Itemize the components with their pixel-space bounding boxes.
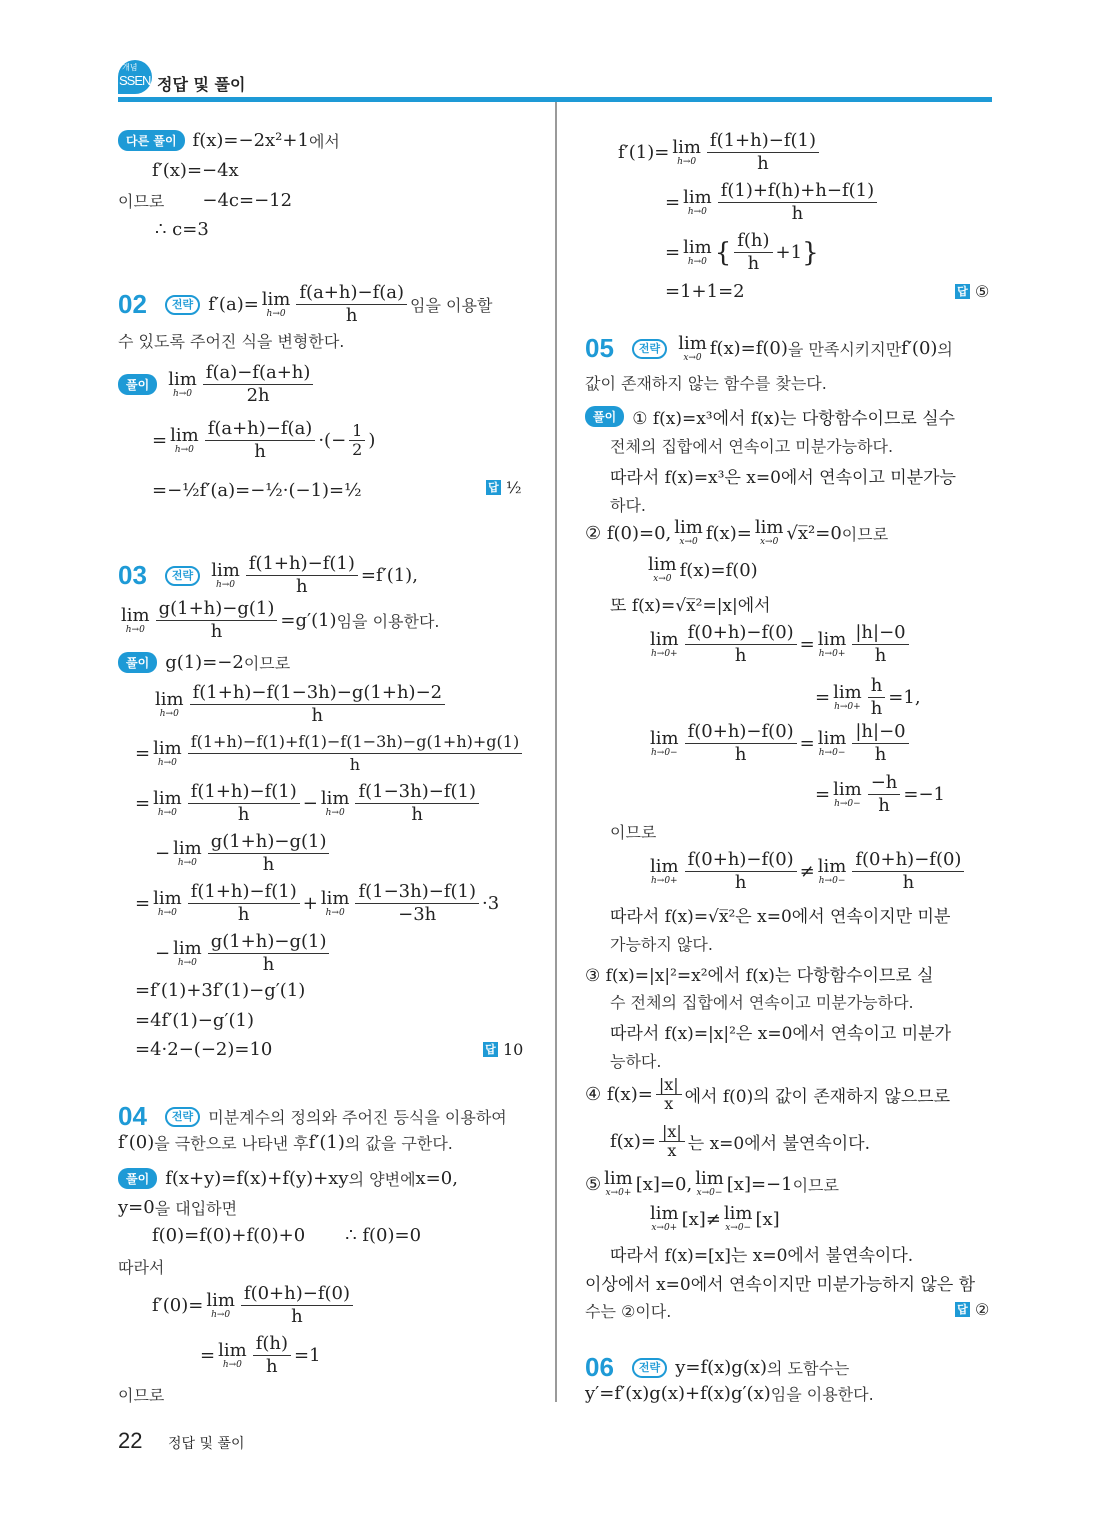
q05-conclusion-2: 수는 ②이다. — [585, 1302, 672, 1321]
q04-cont-eq-3: = lim h→0 { $\frac{f(h)}{h}$ +1 } — [665, 230, 819, 274]
question-number: 05 — [585, 333, 614, 363]
q05-option-5-line-3: 따라서 f(x)=[x]는 x=0에서 불연속이다. — [610, 1246, 914, 1266]
limit-operator: lim h→0 — [173, 837, 202, 868]
math-expr: =−1 — [903, 784, 945, 805]
q05-option-2-therefore: 이므로 — [610, 823, 657, 842]
fraction: $\frac{|h|-0}{h}$ — [852, 721, 908, 766]
limit-operator: lim x→0 — [674, 517, 703, 547]
q04-derivation-2: = lim h→0 $\frac{f(h)}{h}$ =1 — [200, 1333, 321, 1377]
q05-option-1-line-1 — [585, 404, 955, 429]
limit-operator: lim x→0+ — [650, 1203, 679, 1233]
math-expr: f(x)= — [705, 522, 752, 544]
q05-option-3-line-2: 수 전체의 집합에서 연속이고 미분가능하다. — [610, 993, 914, 1012]
limit-operator: lim h→0 — [206, 1289, 235, 1320]
q05-option-3-line-4: 능하다. — [610, 1052, 662, 1071]
q03-eq-5: = lim h→0 $\frac{f(1+h)-f(1)}{h}$ + lim h→0 $\frac{f(1-3h)-f(1)}{-3h}$ ·3 — [135, 881, 500, 925]
limit-operator: lim x→0− — [695, 1168, 724, 1198]
q03-result-3: =4·2−(−2)=10 — [135, 1039, 273, 1060]
math-expr: =1 — [294, 1345, 321, 1366]
alt-solution-line-1 — [118, 129, 340, 152]
limit-operator: lim h→0 — [170, 424, 199, 455]
q05-option-1-line-3: 따라서 f(x)=x³은 x=0에서 연속이고 미분가능 — [610, 468, 956, 488]
limit-operator: lim h→0 — [320, 787, 350, 818]
q05-option-2-left-limit: lim h→0− $\frac{f(0+h)-f(0)}{h}$ = lim h→0− $\frac{|h|-0}{h}$ — [647, 721, 912, 766]
math-expr: 에서 f(0)의 값이 존재하지 않으므로 — [684, 1087, 951, 1107]
limit-operator: lim h→0− — [650, 727, 679, 758]
math-expr: ≠ — [799, 861, 815, 882]
text: 의 — [937, 340, 953, 359]
math-expr: [x]≠ — [681, 1208, 721, 1230]
fraction: $\frac{g(1+h)-g(1)}{h}$ — [156, 598, 278, 643]
q02-solution-3: =−½f′(a)=−½·(−1)=½ — [152, 480, 362, 501]
math-expr: f(x)= — [610, 1131, 656, 1152]
math-expr: =f′(1), — [360, 565, 418, 586]
limit-operator: lim h→0 — [320, 887, 350, 918]
q05-option-4-line-1 — [585, 1076, 950, 1113]
text: 임을 이용한다. — [336, 612, 440, 631]
limit-operator: lim h→0+ — [817, 628, 847, 659]
fraction: $\frac{h}{h}$ — [868, 675, 886, 720]
limit-operator: lim x→0 — [648, 554, 677, 584]
fraction: $\frac{f(1-3h)-f(1)}{-3h}$ — [355, 881, 479, 926]
fraction: $\frac{f(1+h)-f(1)+f(1)-f(1-3h)-g(1+h)+g(1)}{h}$ — [188, 731, 523, 776]
math-expr: f′(0) — [118, 1132, 155, 1153]
q05-strategy — [585, 333, 953, 364]
answer-badge: 답 — [486, 480, 501, 495]
math-expr: ∴ f(0)=0 — [345, 1225, 422, 1246]
limit-operator: lim h→0− — [817, 855, 847, 886]
text: 이므로 — [792, 1175, 839, 1195]
fraction: $\frac{|x|}{x}$ — [659, 1123, 685, 1160]
solution-badge: 풀이 — [118, 1168, 157, 1189]
q03-answer — [483, 1040, 523, 1059]
q05-option-2-right-limit: lim h→0+ $\frac{f(0+h)-f(0)}{h}$ = lim h→0+ $\frac{|h|-0}{h}$ — [647, 622, 912, 667]
text: 이므로 — [118, 192, 165, 211]
q03-solution-intro — [118, 651, 290, 674]
limit-operator: lim x→0− — [723, 1203, 753, 1233]
q02-solution-2: = lim h→0 $\frac{f(a+h)-f(a)}{h}$ ·(− $\frac{1}{2}$ ) — [152, 418, 376, 462]
q02-answer — [486, 478, 522, 497]
q02-solution-1 — [118, 362, 316, 407]
q04-solution-line-2 — [118, 1196, 237, 1219]
answer-badge: 답 — [483, 1042, 498, 1057]
math-expr: ② f(0)=0, — [585, 522, 672, 544]
q02-strategy-line-2: 수 있도록 주어진 식을 변형한다. — [118, 332, 345, 351]
q04-cont-eq-2: = lim h→0 $\frac{f(1)+f(h)+h-f(1)}{h}$ — [665, 180, 880, 225]
fraction: $\frac{f(1)+f(h)+h-f(1)}{h}$ — [718, 180, 877, 225]
limit-operator: lim h→0 — [173, 937, 202, 968]
alt-solution-badge: 다른 풀이 — [118, 130, 185, 151]
strategy-badge: 전략 — [632, 1358, 667, 1378]
limit-operator: lim h→0+ — [650, 628, 679, 659]
q04-end-text: 이므로 — [118, 1386, 165, 1405]
math-expr: f′(a)= — [208, 294, 259, 315]
question-number: 03 — [118, 560, 147, 590]
answer-badge: 답 — [955, 1302, 970, 1317]
page-header-title: 정답 및 풀이 — [157, 75, 246, 94]
fraction: $\frac{f(0+h)-f(0)}{h}$ — [241, 1283, 353, 1328]
fraction: $\frac{1}{2}$ — [349, 422, 365, 459]
answer-value: ½ — [506, 478, 522, 497]
text: 이므로 — [841, 524, 889, 544]
q05-option-5-line-1 — [585, 1170, 839, 1198]
limit-operator: lim h→0 — [153, 887, 182, 918]
math-expr: [x]=0, — [635, 1173, 693, 1195]
q02-strategy — [118, 282, 492, 327]
q03-eq-1 — [152, 682, 448, 727]
q06-strategy — [585, 1352, 849, 1383]
math-expr: =g′(1) — [280, 610, 337, 631]
fraction: $\frac{f(0+h)-f(0)}{h}$ — [852, 849, 964, 894]
math-expr: +1 — [775, 242, 803, 263]
limit-operator: lim h→0 — [153, 787, 182, 818]
text: 에서 — [308, 132, 340, 151]
math-expr: √x̅²=0 — [786, 522, 842, 544]
math-expr: ) — [368, 430, 376, 451]
fraction: $\frac{f(1+h)-f(1)}{h}$ — [188, 781, 300, 826]
q04-strategy-line-2 — [118, 1131, 453, 1154]
text: 의 도함수는 — [767, 1359, 850, 1378]
math-expr: y=f(x)g(x) — [675, 1357, 768, 1378]
answer-badge: 답 — [955, 284, 970, 299]
fraction: $\frac{f(h)}{h}$ — [253, 1333, 291, 1378]
q03-eq-4: − lim h→0 $\frac{g(1+h)-g(1)}{h}$ — [155, 831, 332, 876]
q03-strategy — [118, 553, 418, 598]
q05-option-1-line-4: 하다. — [610, 496, 646, 515]
limit-operator: lim x→0+ — [604, 1168, 633, 1198]
q04-cont-eq-1 — [618, 130, 822, 175]
q03-strategy-line-2 — [118, 598, 440, 643]
alt-solution-line-2: f′(x)=−4x — [152, 160, 239, 181]
answer-value: ⑤ — [975, 282, 990, 301]
math-expr: [x] — [755, 1208, 780, 1230]
solution-badge: 풀이 — [585, 406, 624, 427]
fraction: $\frac{f(1-3h)-f(1)}{h}$ — [355, 781, 479, 826]
q04-solution-line-1 — [118, 1167, 458, 1190]
limit-operator: lim h→0 — [261, 288, 291, 319]
q05-option-2-line-3: 또 f(x)=√x̅²=|x|에서 — [610, 596, 771, 616]
text: 임을 이용한다. — [770, 1385, 874, 1404]
answer-value: ② — [975, 1300, 990, 1319]
math-expr: =1, — [888, 687, 921, 708]
logo-small-text: 개념 — [122, 63, 138, 72]
fraction: $\frac{f(a+h)-f(a)}{h}$ — [205, 418, 316, 463]
alt-solution-line-4: ∴ c=3 — [155, 219, 209, 240]
brand-logo — [118, 60, 152, 94]
limit-operator: lim h→0 — [153, 737, 182, 768]
limit-operator: lim h→0 — [683, 186, 712, 217]
fraction: $\frac{f(1+h)-f(1-3h)-g(1+h)-2}{h}$ — [190, 682, 446, 727]
fraction: $\frac{f(0+h)-f(0)}{h}$ — [685, 721, 797, 766]
fraction: $\frac{f(a)-f(a+h)}{2h}$ — [203, 362, 314, 407]
text: 의 양변에 — [348, 1170, 416, 1189]
limit-operator: lim h→0 — [155, 688, 184, 719]
math-expr: f(x)=f(0) — [679, 559, 758, 581]
text: 을 만족시키지만 — [787, 340, 902, 359]
math-expr: −4c=−12 — [202, 190, 293, 211]
math-expr: f′(1)= — [618, 142, 670, 163]
math-expr: f(x)=f(0) — [709, 338, 788, 359]
q04-cont-eq-4: =1+1=2 — [665, 281, 745, 302]
alt-solution-line-3 — [118, 189, 292, 212]
q04-solution-line-4: 따라서 — [118, 1258, 165, 1277]
fraction: $\frac{f(1+h)-f(1)}{h}$ — [246, 553, 358, 598]
fraction: $\frac{f(1+h)-f(1)}{h}$ — [188, 881, 300, 926]
limit-operator: lim h→0 — [121, 604, 150, 635]
fraction: $\frac{f(h)}{h}$ — [734, 230, 772, 275]
math-expr: ① f(x)=x³에서 f(x)는 다항함수이므로 실수 — [632, 409, 956, 429]
q03-eq-2: = lim h→0 $\frac{f(1+h)-f(1)+f(1)-f(1-3h)-g(1+h)+g(1)}{h}$ — [135, 731, 525, 776]
math-expr: f′(1) — [308, 1132, 345, 1153]
text: 미분계수의 정의와 주어진 등식을 이용하여 — [208, 1108, 507, 1127]
q05-option-2-conclusion-2: 가능하지 않다. — [610, 935, 713, 954]
limit-operator: lim h→0− — [817, 727, 847, 758]
fraction: $\frac{f(0+h)-f(0)}{h}$ — [685, 849, 797, 894]
math-expr: ⑤ — [585, 1173, 602, 1195]
question-number: 06 — [585, 1352, 614, 1382]
strategy-badge: 전략 — [165, 1107, 200, 1127]
text: 임을 이용할 — [410, 296, 493, 315]
limit-operator: lim h→0+ — [833, 681, 862, 712]
limit-operator: lim x→0 — [754, 517, 784, 547]
limit-operator: lim h→0 — [211, 559, 240, 590]
math-expr: ·3 — [481, 893, 500, 914]
q05-option-4-line-2 — [610, 1123, 870, 1160]
limit-operator: lim h→0 — [672, 136, 701, 167]
answer-value: 10 — [503, 1040, 524, 1059]
q03-result-1: =f′(1)+3f′(1)−g′(1) — [135, 980, 306, 1001]
limit-operator: lim h→0 — [683, 236, 712, 267]
q04-answer — [955, 282, 989, 301]
solution-badge: 풀이 — [118, 652, 157, 673]
q05-conclusion-1: 이상에서 x=0에서 연속이지만 미분가능하지 않은 함 — [585, 1275, 976, 1295]
math-expr: ④ f(x)= — [585, 1084, 653, 1105]
math-expr: g(1)=−2 — [165, 652, 244, 673]
math-expr: y′=f′(x)g(x)+f(x)g′(x) — [585, 1383, 771, 1404]
q04-derivation-1 — [152, 1283, 356, 1328]
q04-strategy — [118, 1101, 507, 1132]
text: 의 값을 구한다. — [344, 1134, 453, 1153]
fraction: $\frac{f(0+h)-f(0)}{h}$ — [685, 622, 797, 667]
math-expr: f′(0)= — [152, 1295, 204, 1316]
fraction: $\frac{f(1+h)-f(1)}{h}$ — [707, 130, 819, 175]
q05-option-3-line-1: ③ f(x)=|x|²=x²에서 f(x)는 다항함수이므로 실 — [585, 966, 934, 986]
q05-option-2-conclusion-1: 따라서 f(x)=√x̅²은 x=0에서 연속이지만 미분 — [610, 907, 951, 927]
q05-option-2-neq — [647, 849, 967, 894]
limit-operator: lim h→0 — [218, 1339, 247, 1370]
text: 을 대입하면 — [154, 1199, 238, 1218]
text: 을 극한으로 나타낸 후 — [154, 1134, 309, 1153]
fraction: $\frac{g(1+h)-g(1)}{h}$ — [208, 931, 330, 976]
q05-option-2-line-1 — [585, 519, 888, 547]
text: 이므로 — [243, 654, 291, 673]
fraction: $\frac{g(1+h)-g(1)}{h}$ — [208, 831, 330, 876]
q05-option-2-right-limit-2: = lim h→0+ $\frac{h}{h}$ =1, — [815, 675, 921, 719]
math-expr: f′(0) — [901, 338, 938, 359]
limit-operator: lim h→0 — [168, 368, 197, 399]
strategy-badge: 전략 — [632, 339, 667, 359]
q05-option-2-left-limit-2: = lim h→0− $\frac{-h}{h}$ =−1 — [815, 772, 945, 816]
question-number: 02 — [118, 289, 147, 319]
q05-answer — [955, 1300, 989, 1319]
q05-option-3-line-3: 따라서 f(x)=|x|²은 x=0에서 연속이고 미분가 — [610, 1024, 951, 1044]
math-expr: f(x+y)=f(x)+f(y)+xy — [165, 1168, 349, 1189]
math-expr: [x]=−1 — [726, 1173, 793, 1195]
math-expr: ·(− — [318, 430, 347, 451]
math-expr: x=0, — [415, 1168, 458, 1189]
column-divider — [555, 102, 557, 1402]
fraction: $\frac{-h}{h}$ — [868, 772, 901, 817]
math-expr: f(x)=−2x²+1 — [192, 130, 309, 151]
strategy-badge: 전략 — [165, 566, 200, 586]
fraction: $\frac{f(a+h)-f(a)}{h}$ — [296, 282, 407, 327]
q03-eq-6: − lim h→0 $\frac{g(1+h)-g(1)}{h}$ — [155, 931, 332, 976]
q03-eq-3: = lim h→0 $\frac{f(1+h)-f(1)}{h}$ − lim h→0 $\frac{f(1-3h)-f(1)}{h}$ — [135, 781, 482, 826]
q05-option-2-line-2 — [645, 556, 758, 584]
limit-operator: lim h→0+ — [650, 855, 679, 886]
fraction: $\frac{|h|-0}{h}$ — [852, 622, 908, 667]
solution-badge: 풀이 — [118, 374, 157, 395]
q04-solution-line-3 — [152, 1225, 421, 1246]
q05-strategy-line-2: 값이 존재하지 않는 함수를 찾는다. — [585, 374, 827, 393]
limit-operator: lim x→0 — [678, 332, 707, 363]
limit-operator: lim h→0− — [833, 778, 862, 809]
q05-option-1-line-2: 전체의 집합에서 연속이고 미분가능하다. — [610, 437, 894, 456]
footer-title: 정답 및 풀이 — [168, 1436, 245, 1452]
math-expr: y=0 — [118, 1197, 155, 1218]
strategy-badge: 전략 — [165, 295, 200, 315]
q06-strategy-line-2 — [585, 1382, 874, 1405]
q03-result-2: =4f′(1)−g′(1) — [135, 1010, 254, 1031]
math-expr: f(0)=f(0)+f(0)+0 — [152, 1225, 306, 1246]
page-number: 22 — [118, 1428, 143, 1453]
math-expr: 는 x=0에서 불연속이다. — [687, 1134, 871, 1154]
q05-option-5-line-2 — [647, 1205, 780, 1233]
question-number: 04 — [118, 1101, 147, 1131]
logo-big-text: SSEN — [119, 73, 151, 88]
fraction: $\frac{|x|}{x}$ — [656, 1076, 682, 1113]
